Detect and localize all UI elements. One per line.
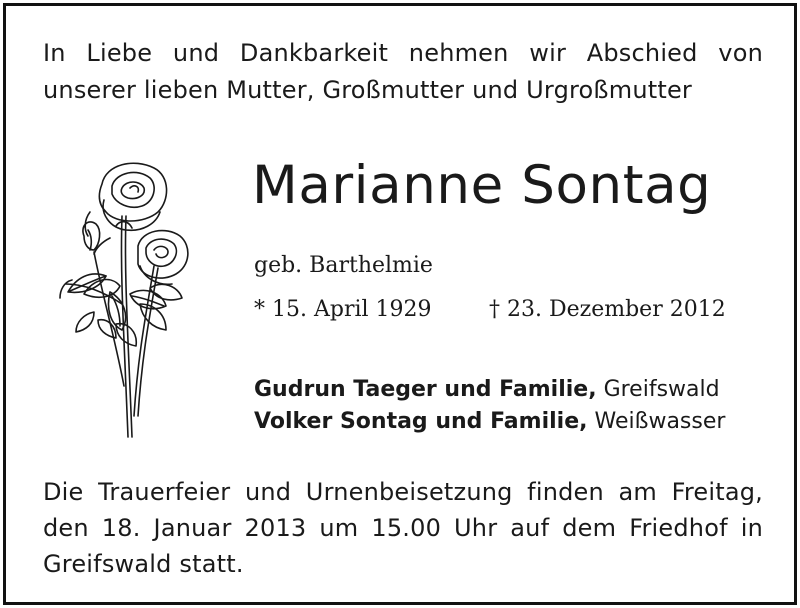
rose-icon: [54, 154, 194, 444]
mourner-place: Greifswald: [603, 377, 720, 402]
death-date: † 23. Dezember 2012: [489, 297, 726, 322]
intro-text: [43, 35, 763, 109]
deceased-name: Marianne Sontag: [252, 155, 712, 216]
funeral-line-1: Die Trauerfeier und Urnenbeisetzung finden am Freitag,: [43, 478, 763, 506]
funeral-line-2: den 18. Januar 2013 um 15.00 Uhr auf dem Friedhof in: [43, 514, 763, 542]
mourner-line: [254, 374, 725, 406]
life-dates: [254, 294, 774, 326]
mourners-list: [254, 374, 725, 438]
birth-date: * 15. April 1929: [254, 297, 432, 322]
mourner-name: Volker Sontag und Familie,: [254, 409, 588, 434]
mourner-line: [254, 406, 725, 438]
birth-name: geb. Barthelmie: [254, 253, 433, 278]
intro-line-2: unserer lieben Mutter, Großmutter und Urgroßmutter: [43, 76, 692, 104]
intro-line-1: In Liebe und Dankbarkeit nehmen wir Abschied von: [43, 39, 763, 67]
mourner-place: Weißwasser: [594, 409, 726, 434]
mourner-name: Gudrun Taeger und Familie,: [254, 377, 597, 402]
obituary-notice: [3, 3, 797, 605]
funeral-details: [43, 474, 763, 582]
funeral-line-3: Greifswald statt.: [43, 550, 244, 578]
